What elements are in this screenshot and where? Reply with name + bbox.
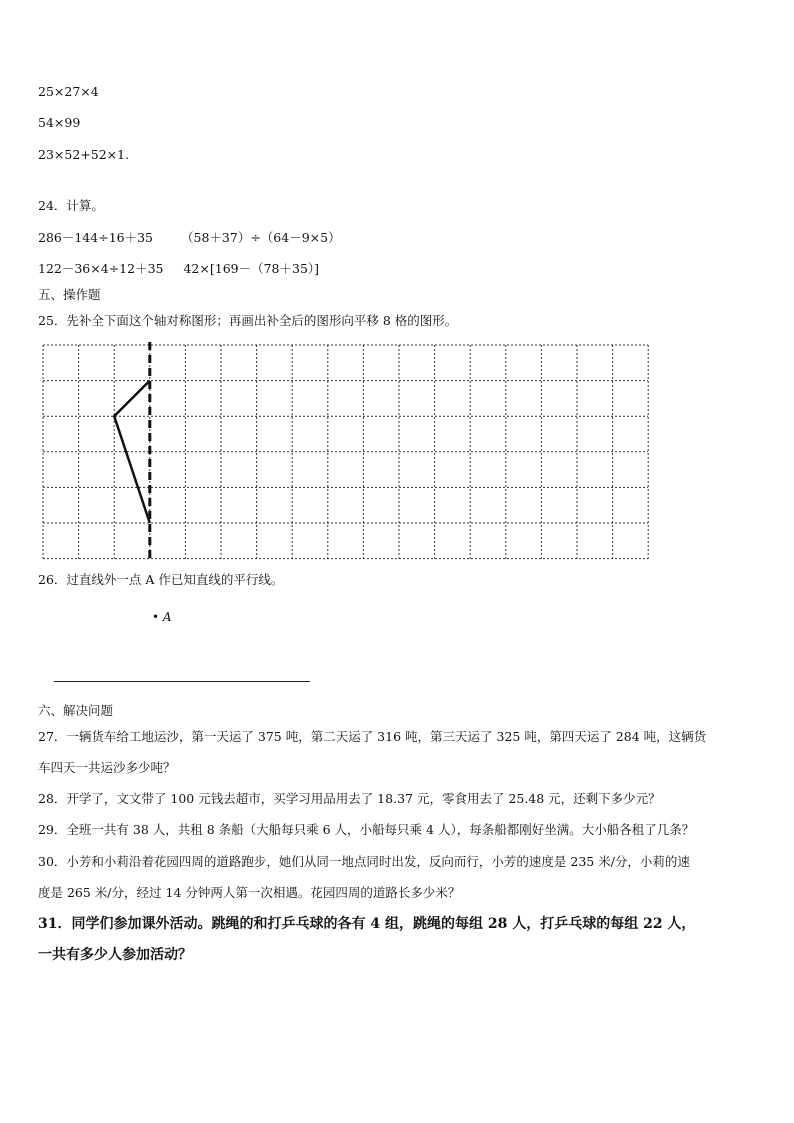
calc-line-3: 23×52+52×1. [38,147,130,162]
square-grid [40,342,650,562]
point-a: • A [152,610,172,624]
calc-line-2: 54×99 [38,115,81,130]
q24-expr-2: （58＋37）÷（64－9×5） [181,230,341,245]
q28-text: 28．开学了，文文带了 100 元钱去超市，买学习用品用去了 18.37 元，零食用去了 25.48 元，还剩下多少元？ [38,791,661,806]
q24-expr-3: 122－36×4÷12＋35 [38,261,164,276]
calc-line-1: 25×27×4 [38,84,99,99]
section-6-heading: 六、解决问题 [38,703,114,718]
q25-text: 25．先补全下面这个轴对称图形；再画出补全后的图形向平移 8 格的图形。 [38,313,458,328]
section-5-heading: 五、操作题 [38,287,101,302]
q31-line-1: 31．同学们参加课外活动。跳绳的和打乒乓球的各有 4 组，跳绳的每组 28 人，打乒乓球的每组 22 人， [38,916,696,932]
q24-expr-4: 42×[169－（78＋35）] [183,261,320,276]
q24-row2 [38,261,319,277]
given-straight-line [54,681,310,682]
point-a-label: A [162,610,172,624]
q24-row1 [38,230,341,246]
grid-lines [43,345,648,559]
q27-line-1: 27．一辆货车给工地运沙，第一天运了 375 吨，第二天运了 316 吨，第三天运了 325 吨，第四天运了 284 吨，这辆货 [38,729,707,744]
q31-line-2: 一共有多少人参加活动？ [38,947,192,963]
q27-line-2: 车四天一共运沙多少吨？ [38,760,176,775]
q30-line-2: 度是 265 米/分，经过 14 分钟两人第一次相遇。花园四周的道路长多少米？ [38,885,461,900]
q24-title: 24．计算。 [38,198,104,213]
q24-expr-1: 286－144÷16＋35 [38,230,154,245]
q26-text: 26．过直线外一点 A 作已知直线的平行线。 [38,572,284,587]
q29-text: 29．全班一共有 38 人，共租 8 条船（大船每只乘 6 人，小船每只乘 4 人），每条船都刚好坐满。大小船各租了几条？ [38,822,695,837]
q30-line-1: 30．小芳和小莉沿着花园四周的道路跑步，她们从同一地点同时出发，反向而行，小芳的速度是 235 米/分，小莉的速 [38,854,690,869]
